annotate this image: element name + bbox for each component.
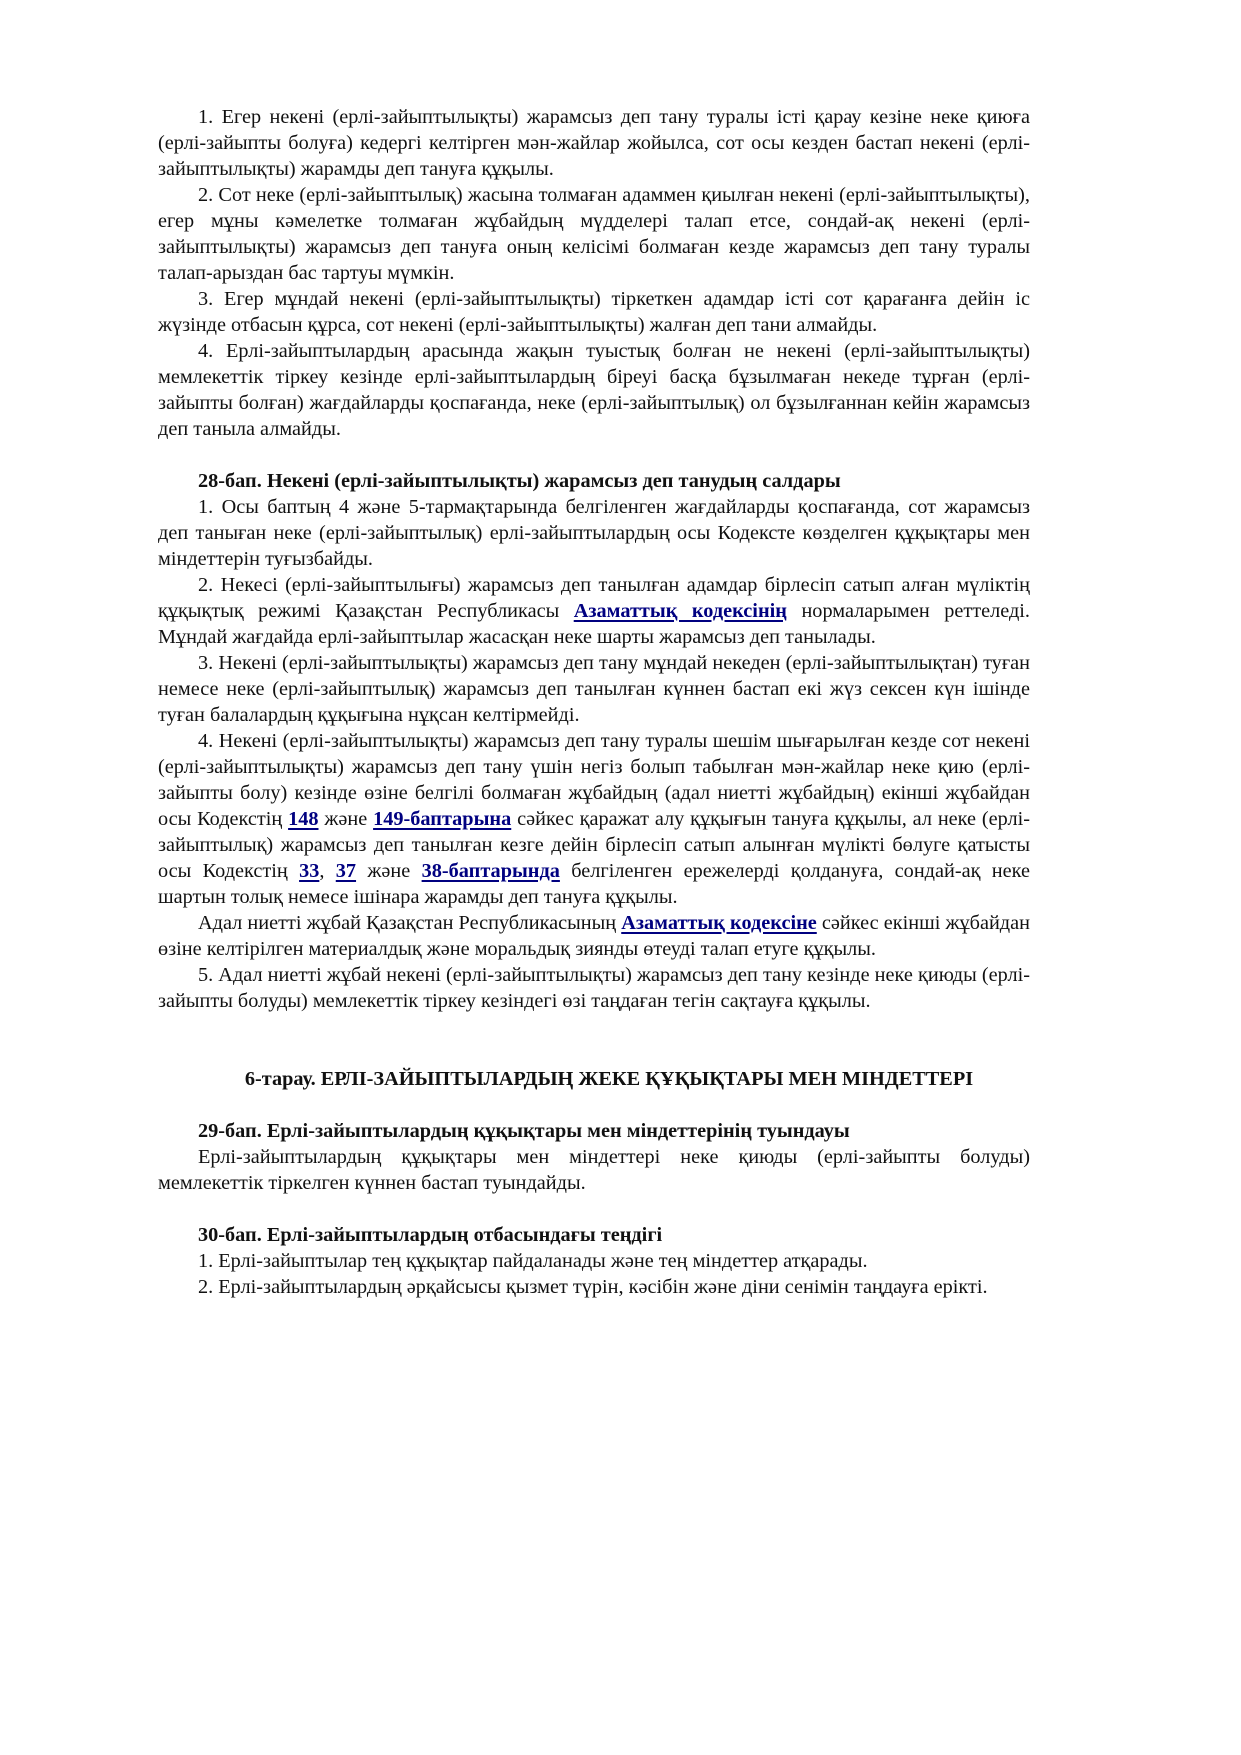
text-segment: белгіленген ережелерді қолдануға, сондай-ақ неке шартын толық немесе ішінара жарамды деп тануға құқылы.	[158, 860, 1031, 908]
chapter-6-heading: 6-тарау. ЕРЛІ-ЗАЙЫПТЫЛАРДЫҢ ЖЕКЕ ҚҰҚЫҚТАРЫ МЕН МІНДЕТТЕРІ	[244, 1068, 974, 1090]
spacer	[158, 1014, 1030, 1066]
text-segment: және	[356, 860, 422, 882]
text-segment: және	[318, 808, 374, 830]
text-segment: ,	[319, 860, 336, 882]
civil-code-link[interactable]: Азаматтық кодексінің	[573, 600, 787, 622]
text-segment: сәйкес қаражат алу құқығын тануға құқылы, ал неке (ерлі-зайыптылық) жарамсыз деп танылған кезге дейін бірлесіп сатып алынған мүлікті бөлуге қатысты осы Кодекстің	[158, 808, 1031, 882]
article-27-item-1: 1. Егер некені (ерлі-зайыптылықты) жарамсыз деп тану туралы істі қарау кезіне неке қиюға (ерлі-зайыпты болуға) кедергі келтірген мән-жайлар жойылса, сот осы кезден бастап некені (ерлі-зайыптылықты) жарамды деп тануға құқылы.	[158, 106, 1030, 180]
civil-code-link-2[interactable]: Азаматтық кодексіне	[621, 912, 817, 934]
text-segment: нормаларымен реттеледі. Мұндай жағдайда ерлі-зайыптылар жасасқан неке шарты жарамсыз деп танылады.	[158, 600, 1030, 648]
article-29-heading: 29-бап. Ерлі-зайыптылардың құқықтары мен міндеттерінің туындауы	[198, 1120, 850, 1142]
spacer	[158, 1092, 1030, 1118]
article-28-good-faith-paragraph	[158, 910, 1030, 962]
text-segment: сәйкес екінші жұбайдан өзіне келтірілген материалдық және моральдық зиянды өтеуді талап етуге құқылы.	[158, 912, 1030, 960]
text-segment: Адал ниетті жұбай Қазақстан Республикасының	[198, 912, 622, 934]
article-28-item-2	[158, 572, 1030, 650]
spacer	[158, 1196, 1030, 1222]
article-28-item-5: 5. Адал ниетті жұбай некені (ерлі-зайыптылықты) жарамсыз деп тану кезінде неке қиюды (ерлі-зайыпты болуды) мемлекеттік тіркеу кезіндегі өзі таңдаған тегін сақтауға құқылы.	[158, 964, 1030, 1012]
article-148-link[interactable]: 148	[288, 808, 319, 830]
article-29-paragraph: Ерлі-зайыптылардың құқықтары мен міндеттері неке қиюды (ерлі-зайыпты болуды) мемлекеттік тіркелген күннен бастап туындайды.	[158, 1146, 1030, 1194]
text-segment: 4. Некені (ерлі-зайыптылықты) жарамсыз деп тану туралы шешім шығарылған кезде сот некені (ерлі-зайыптылықты) жарамсыз деп тану үшін негіз болып табылған мән-жайлар неке қию (ерлі-зайыпты болу) кезінде өзіне белгілі болмаған жұбайдың (адал ниетті жұбайдың) екінші жұбайдан осы Кодекстің	[158, 730, 1030, 830]
text-segment: 2. Некесі (ерлі-зайыптылығы) жарамсыз деп танылған адамдар бірлесіп сатып алған мүліктің құқықтық режимі Қазақстан Республикасы	[158, 574, 1030, 622]
article-38-link[interactable]: 38-баптарында	[421, 860, 560, 882]
article-30-heading: 30-бап. Ерлі-зайыптылардың отбасындағы теңдігі	[198, 1224, 663, 1246]
article-27-item-3: 3. Егер мұндай некені (ерлі-зайыптылықты) тіркеткен адамдар істі сот қарағанға дейін іс жүзінде отбасын құрса, сот некені (ерлі-зайыптылықты) жалған деп тани алмайды.	[158, 288, 1030, 336]
article-27-item-2: 2. Сот неке (ерлі-зайыптылық) жасына толмаған адаммен қиылған некені (ерлі-зайыптылықты), егер мұны кәмелетке толмаған жұбайдың мүдделері талап етсе, сондай-ақ некені (ерлі-зайыптылықты) жарамсыз деп тануға оның келісімі болмаған кезде жарамсыз деп тану туралы талап-арыздан бас тартуы мүмкін.	[158, 184, 1030, 284]
article-37-link[interactable]: 37	[335, 860, 357, 882]
article-27-item-4: 4. Ерлі-зайыптылардың арасында жақын туыстық болған не некені (ерлі-зайыптылықты) мемлекеттік тіркеу кезінде ерлі-зайыптылардың біреуі басқа бұзылмаған некеде тұрған (ерлі-зайыпты болған) жағдайларды қоспағанда, неке (ерлі-зайыптылық) ол бұзылғаннан кейін жарамсыз деп таныла алмайды.	[158, 340, 1030, 440]
article-30-item-1: 1. Ерлі-зайыптылар тең құқықтар пайдаланады және тең міндеттер атқарады.	[198, 1250, 868, 1272]
article-28-item-1: 1. Осы баптың 4 және 5-тармақтарында белгіленген жағдайларды қоспағанда, сот жарамсыз деп таныған неке (ерлі-зайыптылық) ерлі-зайыптылардың осы Кодексте көзделген құқықтары мен міндеттерін туғызбайды.	[158, 496, 1030, 570]
spacer	[158, 442, 1030, 468]
document-page	[158, 104, 1030, 1300]
article-149-link[interactable]: 149-баптарына	[373, 808, 512, 830]
article-28-heading: 28-бап. Некені (ерлі-зайыптылықты) жарамсыз деп танудың салдары	[198, 470, 841, 492]
article-28-item-3: 3. Некені (ерлі-зайыптылықты) жарамсыз деп тану мұндай некеден (ерлі-зайыптылықтан) туған немесе неке (ерлі-зайыптылық) жарамсыз деп танылған күннен бастап екі жүз сексен күн ішінде туған балалардың құқығына нұқсан келтірмейді.	[158, 652, 1030, 726]
article-33-link[interactable]: 33	[299, 860, 320, 882]
article-28-item-4	[158, 728, 1030, 910]
article-30-item-2: 2. Ерлі-зайыптылардың әрқайсысы қызмет түрін, кәсібін және діни сенімін таңдауға ерікті.	[198, 1276, 988, 1298]
